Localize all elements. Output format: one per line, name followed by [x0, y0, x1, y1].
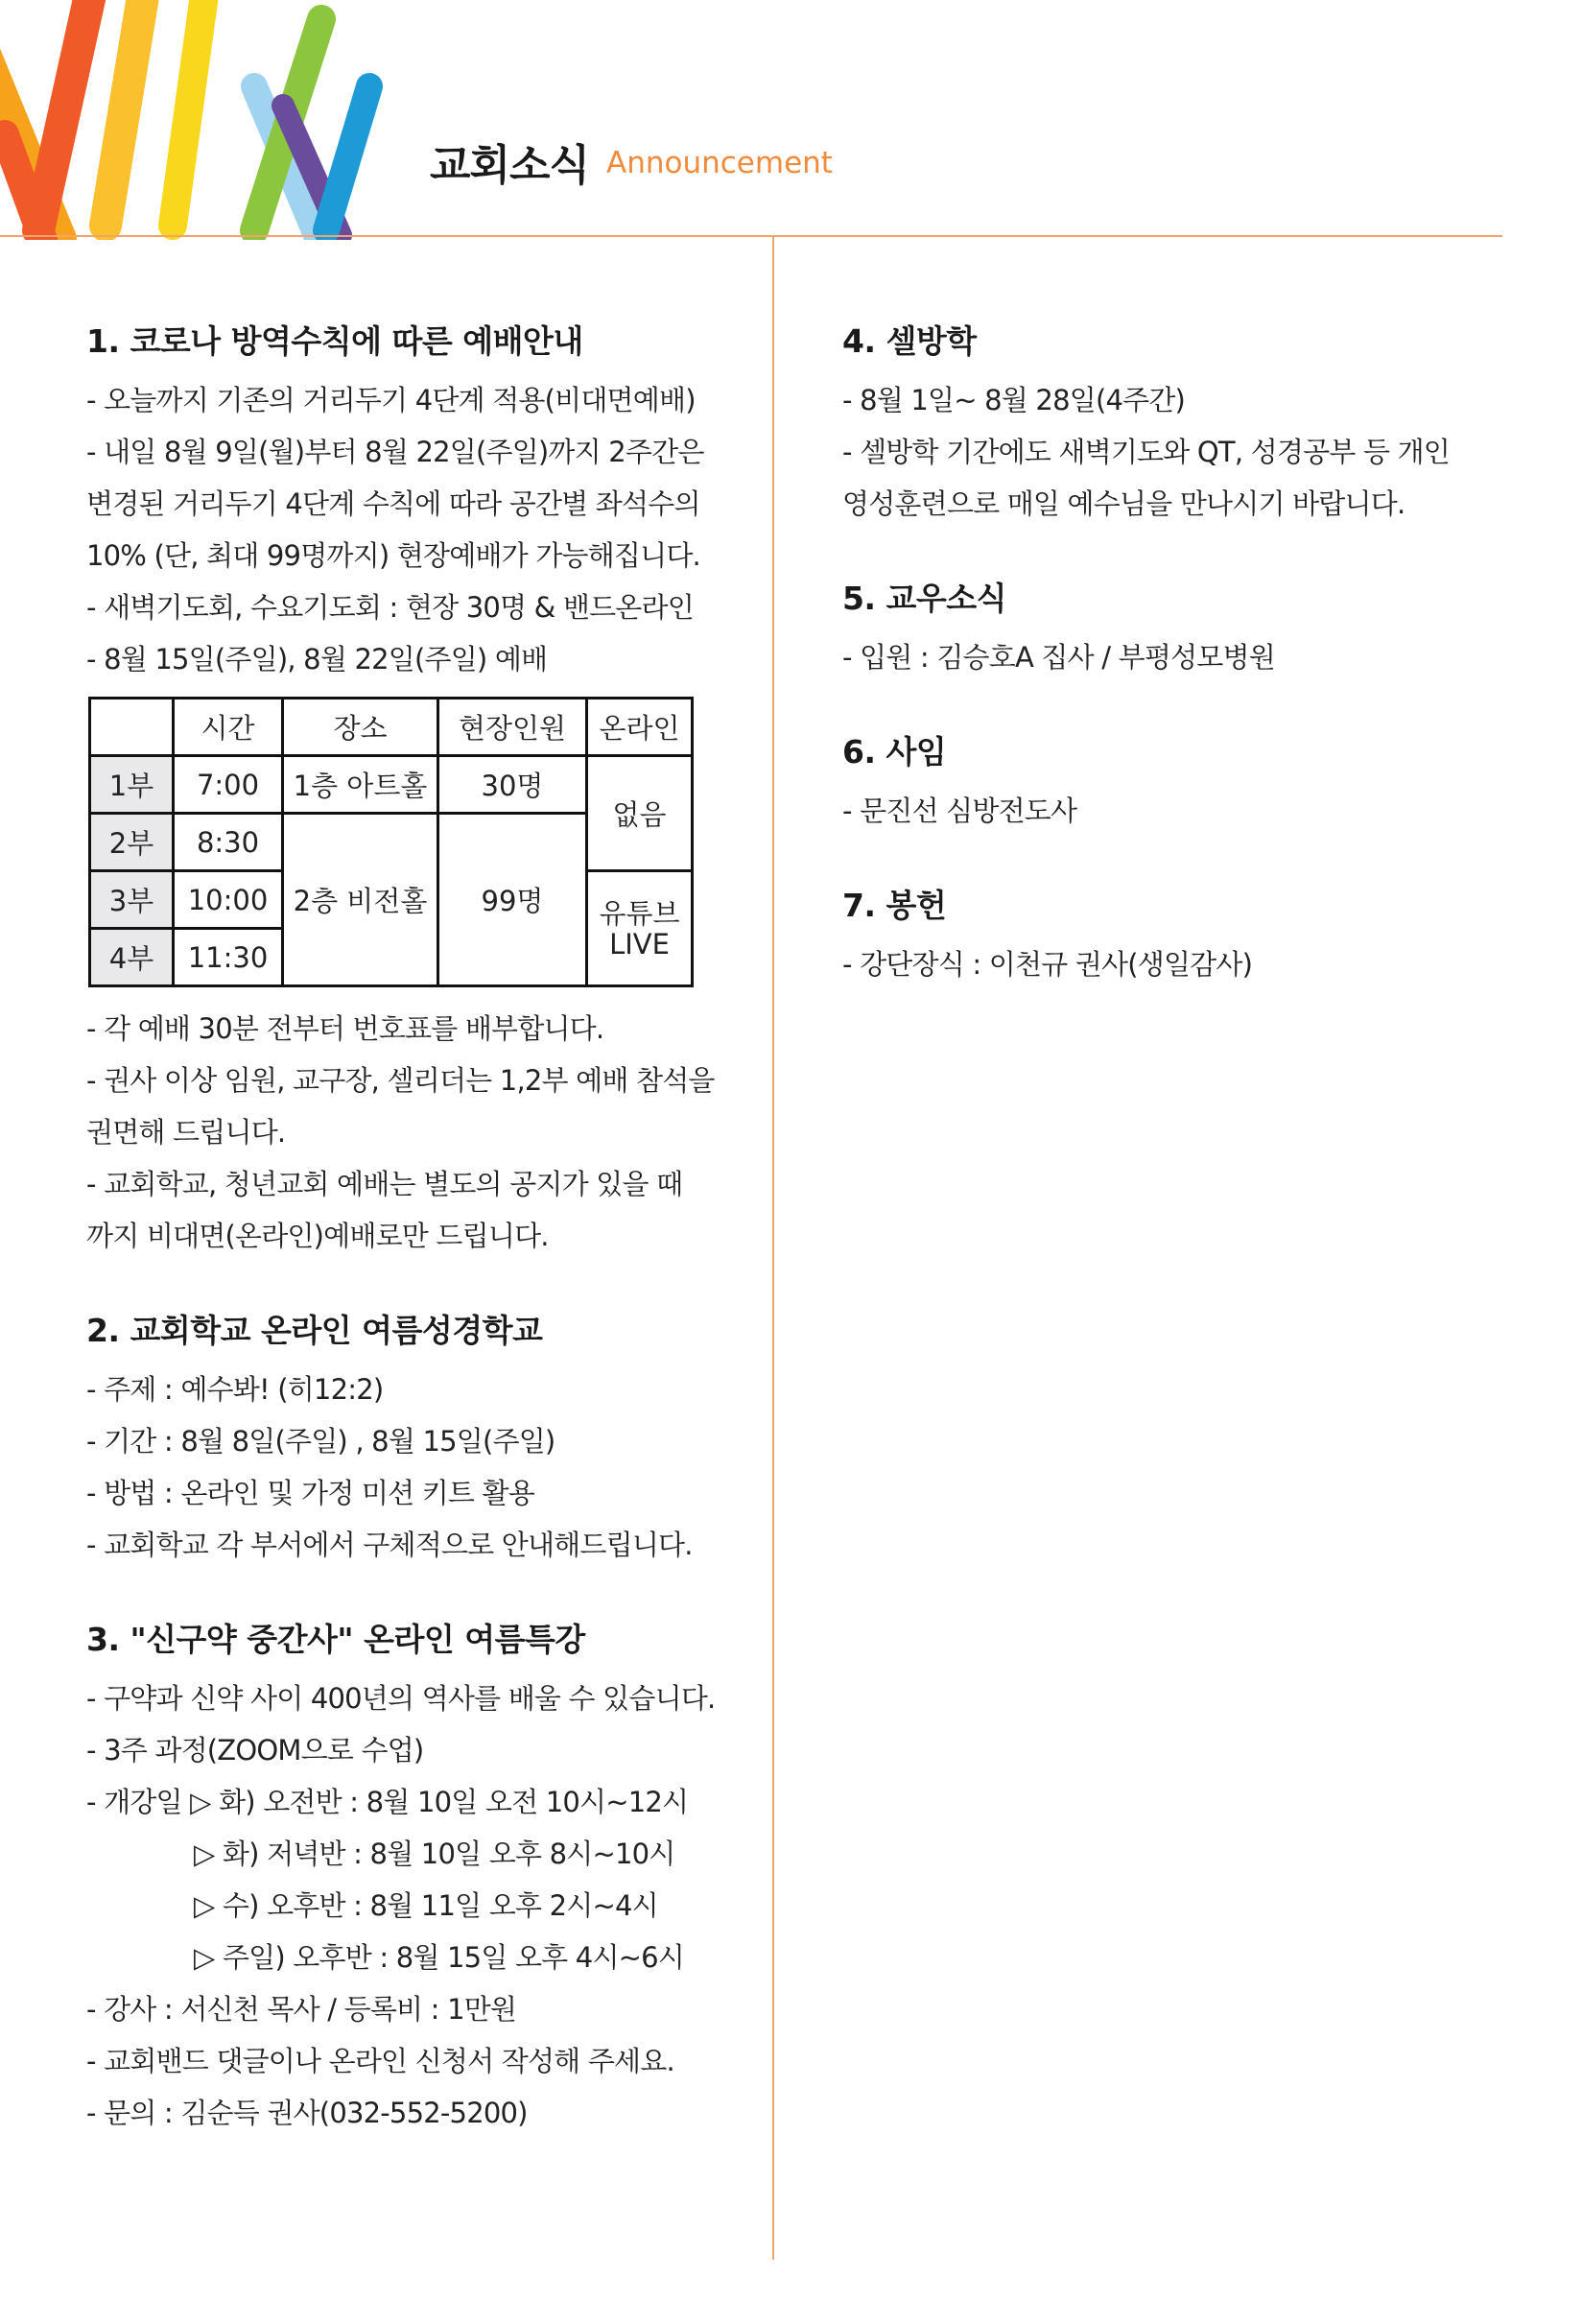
section-1-line: - 오늘까지 기존의 거리두기 4단계 적용(비대면예배): [86, 384, 696, 416]
section-1-line: - 내일 8월 9일(월)부터 8월 22일(주일)까지 2주간은: [86, 436, 704, 468]
section-2-title: 2. 교회학교 온라인 여름성경학교: [86, 1312, 543, 1349]
header-divider: [0, 235, 1502, 237]
table-row-header: 2부: [90, 814, 174, 871]
section-5-title: 5. 교우소식: [842, 580, 1006, 617]
table-header-cell: 온라인: [587, 699, 693, 756]
church-logo-stripes: [0, 0, 403, 240]
table-cell: 10:00: [174, 871, 283, 929]
section-7-title: 7. 봉헌: [842, 887, 947, 924]
section-1-line: - 각 예배 30분 전부터 번호표를 배부합니다.: [86, 1012, 604, 1045]
section-3-indented-line: ▷ 화) 저녁반 : 8월 10일 오후 8시~10시: [194, 1838, 675, 1870]
table-cell: 11:30: [174, 929, 283, 986]
section-1-line: 까지 비대면(온라인)예배로만 드립니다.: [86, 1220, 549, 1252]
section-3-line: - 3주 과정(ZOOM으로 수업): [86, 1734, 424, 1767]
right-column: [842, 322, 1495, 990]
section-3-line: - 강사 : 서신천 목사 / 등록비 : 1만원: [86, 1993, 517, 2026]
section-4-line: - 8월 1일~ 8월 28일(4주간): [842, 384, 1186, 416]
page-title: 교회소식: [430, 141, 590, 190]
table-header-cell: 현장인원: [438, 699, 587, 756]
table-cell: 없음: [587, 756, 693, 871]
section-3-line: - 교회밴드 댓글이나 온라인 신청서 작성해 주세요.: [86, 2045, 674, 2077]
section-3-title: 3. "신구약 중간사" 온라인 여름특강: [86, 1621, 585, 1658]
worship-schedule-table: [88, 697, 694, 987]
table-row-header: 1부: [90, 756, 174, 814]
section-3-line: - 문의 : 김순득 권사(032-552-5200): [86, 2097, 528, 2129]
table-cell: 7:00: [174, 756, 283, 814]
section-2-line: - 주제 : 예수봐! (히12:2): [86, 1373, 384, 1406]
table-header-cell: 장소: [283, 699, 438, 756]
section-1-line: - 8월 15일(주일), 8월 22일(주일) 예배: [86, 643, 548, 676]
section-6-title: 6. 사임: [842, 733, 947, 771]
left-column: [86, 322, 758, 2139]
section-1-line: - 교회학교, 청년교회 예배는 별도의 공지가 있을 때: [86, 1168, 683, 1200]
table-cell-online-youtube: [587, 871, 693, 986]
table-row-header: 4부: [90, 929, 174, 986]
section-4-line: 영성훈련으로 매일 예수님을 만나시기 바랍니다.: [842, 487, 1405, 520]
section-1-line: - 권사 이상 임원, 교구장, 셀리더는 1,2부 예배 참석을: [86, 1064, 715, 1097]
section-2-line: - 기간 : 8월 8일(주일) , 8월 15일(주일): [86, 1425, 555, 1458]
column-divider: [772, 237, 774, 2260]
youtube-label: 유튜브: [599, 896, 680, 930]
section-4-line: - 셀방학 기간에도 새벽기도와 QT, 성경공부 등 개인: [842, 436, 1451, 468]
section-2-line: - 방법 : 온라인 및 가정 미션 키트 활용: [86, 1477, 534, 1509]
table-cell: 30명: [438, 756, 587, 814]
table-cell: 8:30: [174, 814, 283, 871]
section-3-line: - 구약과 신약 사이 400년의 역사를 배울 수 있습니다.: [86, 1682, 716, 1715]
section-3-indented-line: ▷ 수) 오후반 : 8월 11일 오후 2시~4시: [194, 1889, 658, 1922]
page-subtitle: Announcement: [606, 146, 833, 180]
section-1-line: 변경된 거리두기 4단계 수칙에 따라 공간별 좌석수의: [86, 487, 700, 520]
table-cell: 1층 아트홀: [283, 756, 438, 814]
section-6-line: - 문진선 심방전도사: [842, 794, 1077, 827]
live-label: LIVE: [609, 927, 670, 960]
section-5-line: - 입원 : 김승호A 집사 / 부평성모병원: [842, 641, 1275, 674]
section-2-line: - 교회학교 각 부서에서 구체적으로 안내해드립니다.: [86, 1529, 693, 1561]
table-header-cell: [90, 699, 174, 756]
table-header-cell: 시간: [174, 699, 283, 756]
section-3-line: - 개강일 ▷ 화) 오전반 : 8월 10일 오전 10시~12시: [86, 1786, 689, 1818]
table-row-header: 3부: [90, 871, 174, 929]
table-cell: 99명: [438, 814, 587, 986]
section-1-title: 1. 코로나 방역수칙에 따른 예배안내: [86, 322, 583, 360]
section-3-indented-line: ▷ 주일) 오후반 : 8월 15일 오후 4시~6시: [194, 1941, 685, 1974]
section-1-line: 권면해 드립니다.: [86, 1116, 286, 1149]
section-7-line: - 강단장식 : 이천규 권사(생일감사): [842, 948, 1253, 981]
section-4-title: 4. 셀방학: [842, 322, 977, 360]
table-cell: 2층 비전홀: [283, 814, 438, 986]
section-1-line: - 새벽기도회, 수요기도회 : 현장 30명 & 밴드온라인: [86, 591, 694, 624]
section-1-line: 10% (단, 최대 99명까지) 현장예배가 가능해집니다.: [86, 539, 700, 572]
